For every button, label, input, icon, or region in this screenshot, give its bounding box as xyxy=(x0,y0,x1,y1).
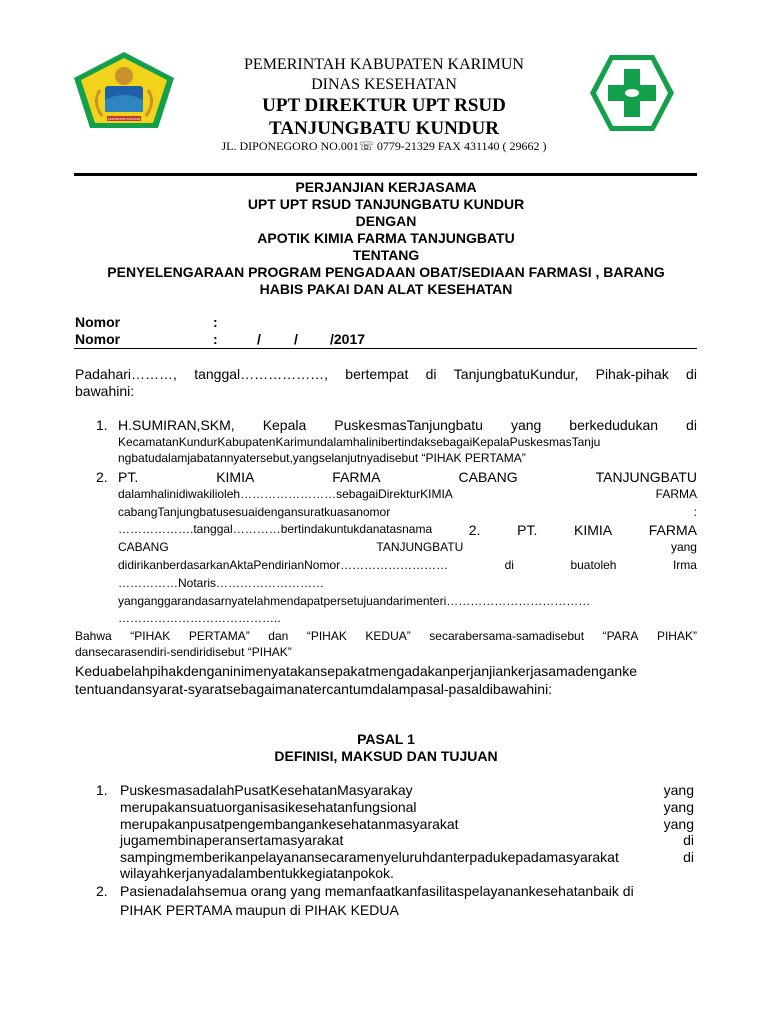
phone-icon: ☏ xyxy=(358,139,374,153)
nomor-year: /2017 xyxy=(330,331,366,347)
definition-2-number: 2. xyxy=(96,883,108,899)
definition-1-line-4: jugamembinaperansertamasyarakat di xyxy=(120,832,694,848)
party-1-line-2: KecamatanKundurKabupatenKarimundalamhalinibertindaksebagaiKepalaPuskesmasTanju xyxy=(118,435,601,449)
definition-1-line-2: merupakansuatuorganisasikesehatanfungsional yang xyxy=(120,799,694,815)
party-2-line-2: dalamhalinidiwakilioleh……………………sebagaiDirekturKIMIA FARMA xyxy=(118,487,697,501)
party-2-line-9: ………………………………….. xyxy=(118,611,281,625)
party-2-number: 2. xyxy=(96,469,108,485)
party-1-line-3: ngbatudalamjabatannyatersebut,yangselanjutnyadisebut “PIHAK PERTAMA” xyxy=(118,451,526,465)
health-cross-logo xyxy=(588,53,676,133)
nomor-colon-1: : xyxy=(213,314,218,330)
definition-1-number: 1. xyxy=(96,782,108,798)
nomor-slash-2: / xyxy=(294,331,298,347)
address-line xyxy=(0,139,768,154)
pasal-1-subtitle: DEFINISI, MAKSUD DAN TUJUAN xyxy=(274,748,498,764)
government-name: PEMERINTAH KABUPATEN KARIMUN xyxy=(244,56,524,73)
address-phone: 0779-21329 FAX 431140 ( 29662 ) xyxy=(373,139,547,153)
party-2-line-8: yanganggarandasarnyatelahmendapatpersetujuandarimenteri……………………………… xyxy=(118,594,591,608)
institution-name: UPT DIREKTUR UPT RSUD xyxy=(262,95,506,116)
party-2-line-7: ……………Notaris……………………… xyxy=(118,576,325,590)
letterhead-divider xyxy=(74,173,697,176)
letterhead xyxy=(0,0,768,180)
party-2-line-5: CABANG TANJUNGBATU yang xyxy=(118,540,697,554)
karimun-emblem-logo: KABUPATEN KARIMUN xyxy=(70,50,178,130)
definition-1-line-3: merupakanpusatpengembangankesehatanmasyarakat yang xyxy=(120,816,694,832)
pasal-1-title: PASAL 1 xyxy=(357,731,415,747)
opening-line-1: Padahari………, tanggal………………, bertempat di TanjungbatuKundur, Pihak-pihak di xyxy=(75,366,697,382)
nomor-label-1: Nomor xyxy=(75,314,121,330)
nomor-divider xyxy=(74,348,697,349)
party-2-line-1: PT. KIMIA FARMA CABANG TANJUNGBATU xyxy=(118,469,697,485)
doc-title-line7: HABIS PAKAI DAN ALAT KESEHATAN xyxy=(259,281,513,297)
party-2-line-6: didirikanberdasarkanAktaPendirianNomor……………………… di buatoleh Irma xyxy=(118,558,697,572)
definition-1-line-1: PuskesmasadalahPusatKesehatanMasyarakay yang xyxy=(120,782,694,798)
address-street: JL. DIPONEGORO NO.001 xyxy=(221,139,359,153)
definition-2-line-2: PIHAK PERTAMA maupun di PIHAK KEDUA xyxy=(120,902,399,918)
doc-title-line2: UPT UPT RSUD TANJUNGBATU KUNDUR xyxy=(247,196,525,212)
doc-title-line6: PENYELENGARAAN PROGRAM PENGADAAN OBAT/SEDIAAN FARMASI , BARANG xyxy=(107,264,665,280)
party-2-line-4: ……………….tanggal…………bertindakuntukdanatasnama 2. PT. KIMIA FARMA xyxy=(118,522,697,538)
party-2-line-3: cabangTanjungbatusesuaidengansuratkuasanomor : xyxy=(118,505,697,519)
opening-line-2: bawahini: xyxy=(75,383,135,399)
definition-2-line-1: Pasienadalahsemua orang yang memanfaatkanfasilitaspelayanankesehatanbaik di xyxy=(120,883,634,899)
nomor-label-2: Nomor xyxy=(75,331,121,347)
nomor-colon-2: : xyxy=(213,331,218,347)
doc-title-line1: PERJANJIAN KERJASAMA xyxy=(295,179,477,195)
doc-title-line3: DENGAN xyxy=(355,213,417,229)
agreement-line-1: Keduabelahpihakdenganinimenyatakansepakatmengadakanperjanjiankerjasamadenganke xyxy=(75,663,637,679)
doc-title-line5: TENTANG xyxy=(352,247,420,263)
agreement-line-2: tentuandansyarat-syaratsebagaimanatercantumdalampasal-pasaldibawahini: xyxy=(75,681,553,697)
party-1-number: 1. xyxy=(96,417,108,433)
definition-1-line-5: sampingmemberikanpelayanansecaramenyeluruhdanterpadukepadamasyarakat di xyxy=(120,849,694,865)
party-1-line-1: H.SUMIRAN,SKM, Kepala PuskesmasTanjungbatu yang berkedudukan di xyxy=(118,417,697,433)
institution-location: TANJUNGBATU KUNDUR xyxy=(269,118,499,139)
doc-title-line4: APOTIK KIMIA FARMA TANJUNGBATU xyxy=(257,230,515,246)
para-pihak-line-2: dansecarasendiri-sendiridisebut “PIHAK” xyxy=(75,645,292,659)
department-name: DINAS KESEHATAN xyxy=(311,76,457,93)
nomor-slash-1: / xyxy=(257,331,261,347)
para-pihak-line-1: Bahwa “PIHAK PERTAMA” dan “PIHAK KEDUA” secarabersama-samadisebut “PARA PIHAK” xyxy=(75,629,697,643)
definition-1-line-6: wilayahkerjanyadalambentukkegiatanpokok. xyxy=(120,865,394,881)
